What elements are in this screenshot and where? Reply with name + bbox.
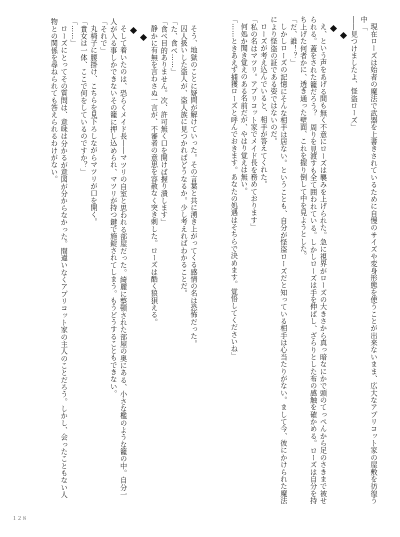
paragraph: 何処か聞き覚えのある名前だが、やはり覚えは無い。 [240, 23, 249, 195]
left-text-column [22, 18, 198, 498]
dialogue-line: 「……ときあえず捕獲ローズと呼んでおきます。あなたの処遇はそちらで決めます。覚悟してくださいね」 [230, 16, 239, 360]
dialogue-line: 「それで」 [99, 18, 108, 54]
dialogue-line: 「貴女は一体、ここで何をしているのですか？」 [80, 18, 89, 176]
diamond-ornament-icon [330, 25, 337, 32]
paragraph: しかしローズの記憶にそんな相手は居ない。ということも、自分が怪盗ローズだと知っている相手は心当たりがない。まして今、彼にかけられた魔法により怪盗の証である姿ではないのだ。 [269, 16, 288, 504]
dialogue-line: ――見つけましたよ、怪盗ローズ」 [350, 16, 359, 131]
paragraph: ローズにとってその質問は、意味は分かるが意図が分からなかった。間違いなくアプリコット家の主人のことだろう。しかし、会ったこともない人物との関係を尋ねられても答えられるわけがない。 [50, 18, 69, 498]
paragraph: 囚人扱いした盗人が、盗人族に見つかればどうなるか。少し考えればわかることだ。 [180, 25, 189, 297]
dialogue-line: 「……」 [70, 18, 79, 47]
paragraph: ローズが考え込んでいると、相手が答えてくれた。 [260, 23, 269, 188]
paragraph: え、という声をあげる間も無く不意にローズは襲みを上げられた。急に視界がローズの大きさから真っ暗なにかで頭のてっぺんから足のさきまで被せられる。蓋をされた籠だろう？ 周りを見渡すも全て囲われている。しかしローズは手を伸ばし、ざらりとした布の感触を確かめる。ローズは自分を持ち上げた何者かに、透き通った壁面、これを握り倒して中を見ようとした。 [299, 16, 328, 504]
diamond-ornament-icon [130, 27, 137, 34]
scene-separator [327, 16, 348, 26]
diamond-ornament-icon [340, 32, 347, 39]
page-number: １２８ [12, 516, 28, 522]
paragraph: 静かに有無を言わさぬ一言が、不審者の意思を容赦なく突き刺した。ローズは酷く狼狽える。 [150, 25, 159, 326]
paragraph: 現在ローズは始者の魔法で武器を上書きされているために自慢のサイズや変身形態を使うことが出来ないまま、広大なアプリコット家の屋敷を彷徨う中「 [360, 16, 378, 504]
paragraph: 丸椅子に腰掛け、こちらを見下ろしながらマツリが口を開く。 [89, 25, 98, 226]
dialogue-line: 「私の名はマツリ。アプリコット家でメイド長を務めております」 [250, 16, 259, 231]
dialogue-line: 「だ、誰！？」 [289, 16, 298, 67]
scene-separator [128, 18, 149, 28]
diamond-ornament-icon [140, 34, 147, 41]
dialogue-line: 「た、食べ……」 [170, 18, 179, 76]
right-text-column [202, 16, 378, 504]
dialogue-line: 「食べ目的ありません。次、許可無く口を開けば握り潰します」 [160, 18, 169, 226]
paragraph: そして着いたのは、恐らくメイド長――マツリの自室と思われる部屋だった。綺麗に整頓された部屋の奥にある、小さな檻のような籠の中。自分一人が入る事しかできないその籠に押し込められ、マツリが持つ鍵で施錠されてしまう。もうどうすることもできない。 [109, 18, 128, 498]
paragraph: そう、地獄のことに疑問が解けていった。その言葉と共に湧き上がってくる感情の名は恐怖だった。 [190, 25, 198, 347]
